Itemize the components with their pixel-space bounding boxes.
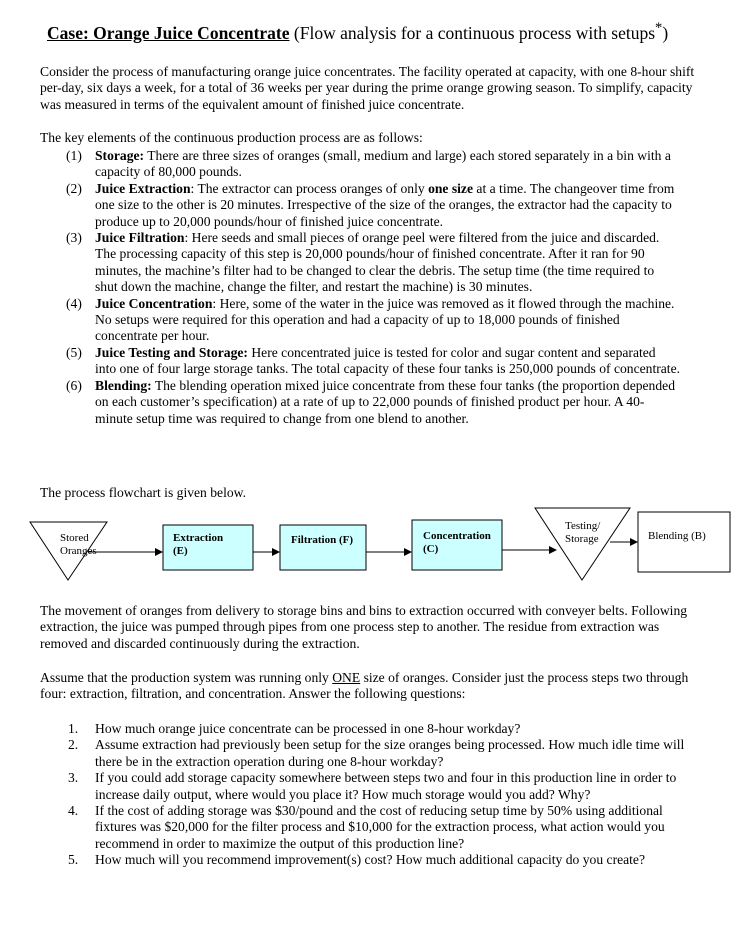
question-item: 4. If the cost of adding storage was $30/pound and the cost of reducing setup time by 50% using additional fixtures was $20,000 for the filter process and $10,000 for the extraction process, what action would you recommend in order to maximize the output of this production line? bbox=[68, 803, 665, 851]
step-filtration: (3) Juice Filtration: Here seeds and small pieces of orange peel were filtered from the juice and discarded. The processing capacity of this step is 20,000 pounds/hour of finished concentrate. After it ran for 90 minutes, the machine’s filter had to be changed to clear the debris. The setup time (the time required to shut down the machine, change the filter, and restart the machine) is 30 minutes. bbox=[66, 230, 660, 295]
question-item: 1. How much orange juice concentrate can be processed in one 8-hour workday? bbox=[68, 721, 521, 736]
step-testing: (5) Juice Testing and Storage: Here concentrated juice is tested for color and sugar content and separated into one of four large storage tanks. The total capacity of these four tanks is 250,000 pounds of concentrate. bbox=[66, 344, 680, 377]
questions-list bbox=[40, 721, 690, 869]
extraction-label: Extraction (E) bbox=[173, 532, 224, 557]
key-elements-intro: The key elements of the continuous production process are as follows: bbox=[40, 130, 423, 145]
movement-paragraph: The movement of oranges from delivery to storage bins and bins to extraction occurred with conveyer belts. Following extraction, the juice was pumped through pipes from one process step to another. The residue from extraction was removed and discarded continuously during the extraction. bbox=[40, 603, 688, 651]
flowchart-shapes bbox=[0, 500, 740, 590]
process-flowchart bbox=[0, 500, 740, 590]
case-subtitle: (Flow analysis for a continuous process with setups bbox=[293, 22, 656, 43]
step-extraction: (2) Juice Extraction: The extractor can process oranges of only one size at a time. The changeover time from one size to the other is 20 minutes. Irrespective of the size of the oranges, the extractor had the capacity to produce up to 20,000 pounds/hour of finished juice concentrate. bbox=[66, 180, 675, 229]
stored-oranges-label: Stored Oranges bbox=[60, 532, 97, 557]
step-blending: (6) Blending: The blending operation mixed juice concentrate from these four tanks (the proportion depended on each customer’s specification) at a rate of up to 22,000 pounds of finished product per hour. A 40-minute setup time was required to change from one blend to another. bbox=[66, 377, 675, 426]
process-steps-list bbox=[40, 148, 680, 427]
testing-storage-label: Testing/ Storage bbox=[565, 520, 601, 545]
case-subtitle-close: ) bbox=[662, 22, 669, 43]
assumption-paragraph: Assume that the production system was running only ONE size of oranges. Consider just the process steps two through four: extraction, filtration, and concentration. Answer the following questions: bbox=[40, 670, 689, 702]
case-title bbox=[47, 20, 668, 41]
step-storage: (1) Storage: There are three sizes of oranges (small, medium and large) each stored separately in a bin with a capacity of 80,000 pounds. bbox=[66, 148, 671, 180]
filtration-label: Filtration (F) bbox=[291, 534, 354, 546]
filtration-box bbox=[280, 525, 366, 570]
blending-label: Blending (B) bbox=[648, 530, 706, 542]
footnote-mark: * bbox=[655, 20, 663, 36]
question-item: 2. Assume extraction had previously been setup for the size oranges being processed. How much idle time will there be in the extraction operation during one 8-hour workday? bbox=[68, 737, 685, 769]
step-concentration: (4) Juice Concentration: Here, some of the water in the juice was removed as it flowed through the machine. No setups were required for this operation and had a capacity of up to 18,000 pounds of finished concentrate per hour. bbox=[66, 295, 675, 344]
concentration-label: Concentration (C) bbox=[423, 530, 491, 555]
case-title-main: Case: Orange Juice Concentrate bbox=[47, 22, 290, 43]
question-item: 5. How much will you recommend improvement(s) cost? How much additional capacity do you create? bbox=[68, 852, 646, 868]
question-item: 3. If you could add storage capacity somewhere between steps two and four in this production line in order to increase daily output, where would you place it? How much storage would you add? Why? bbox=[68, 770, 677, 802]
intro-paragraph: Consider the process of manufacturing orange juice concentrates. The facility operated at capacity, with one 8-hour shift per-day, six days a week, for a total of 36 weeks per year during the prime orange growing season. To simplify, capacity was measured in terms of the equivalent amount of finished juice concentrate. bbox=[40, 64, 695, 112]
flowchart-intro: The process flowchart is given below. bbox=[40, 485, 246, 500]
